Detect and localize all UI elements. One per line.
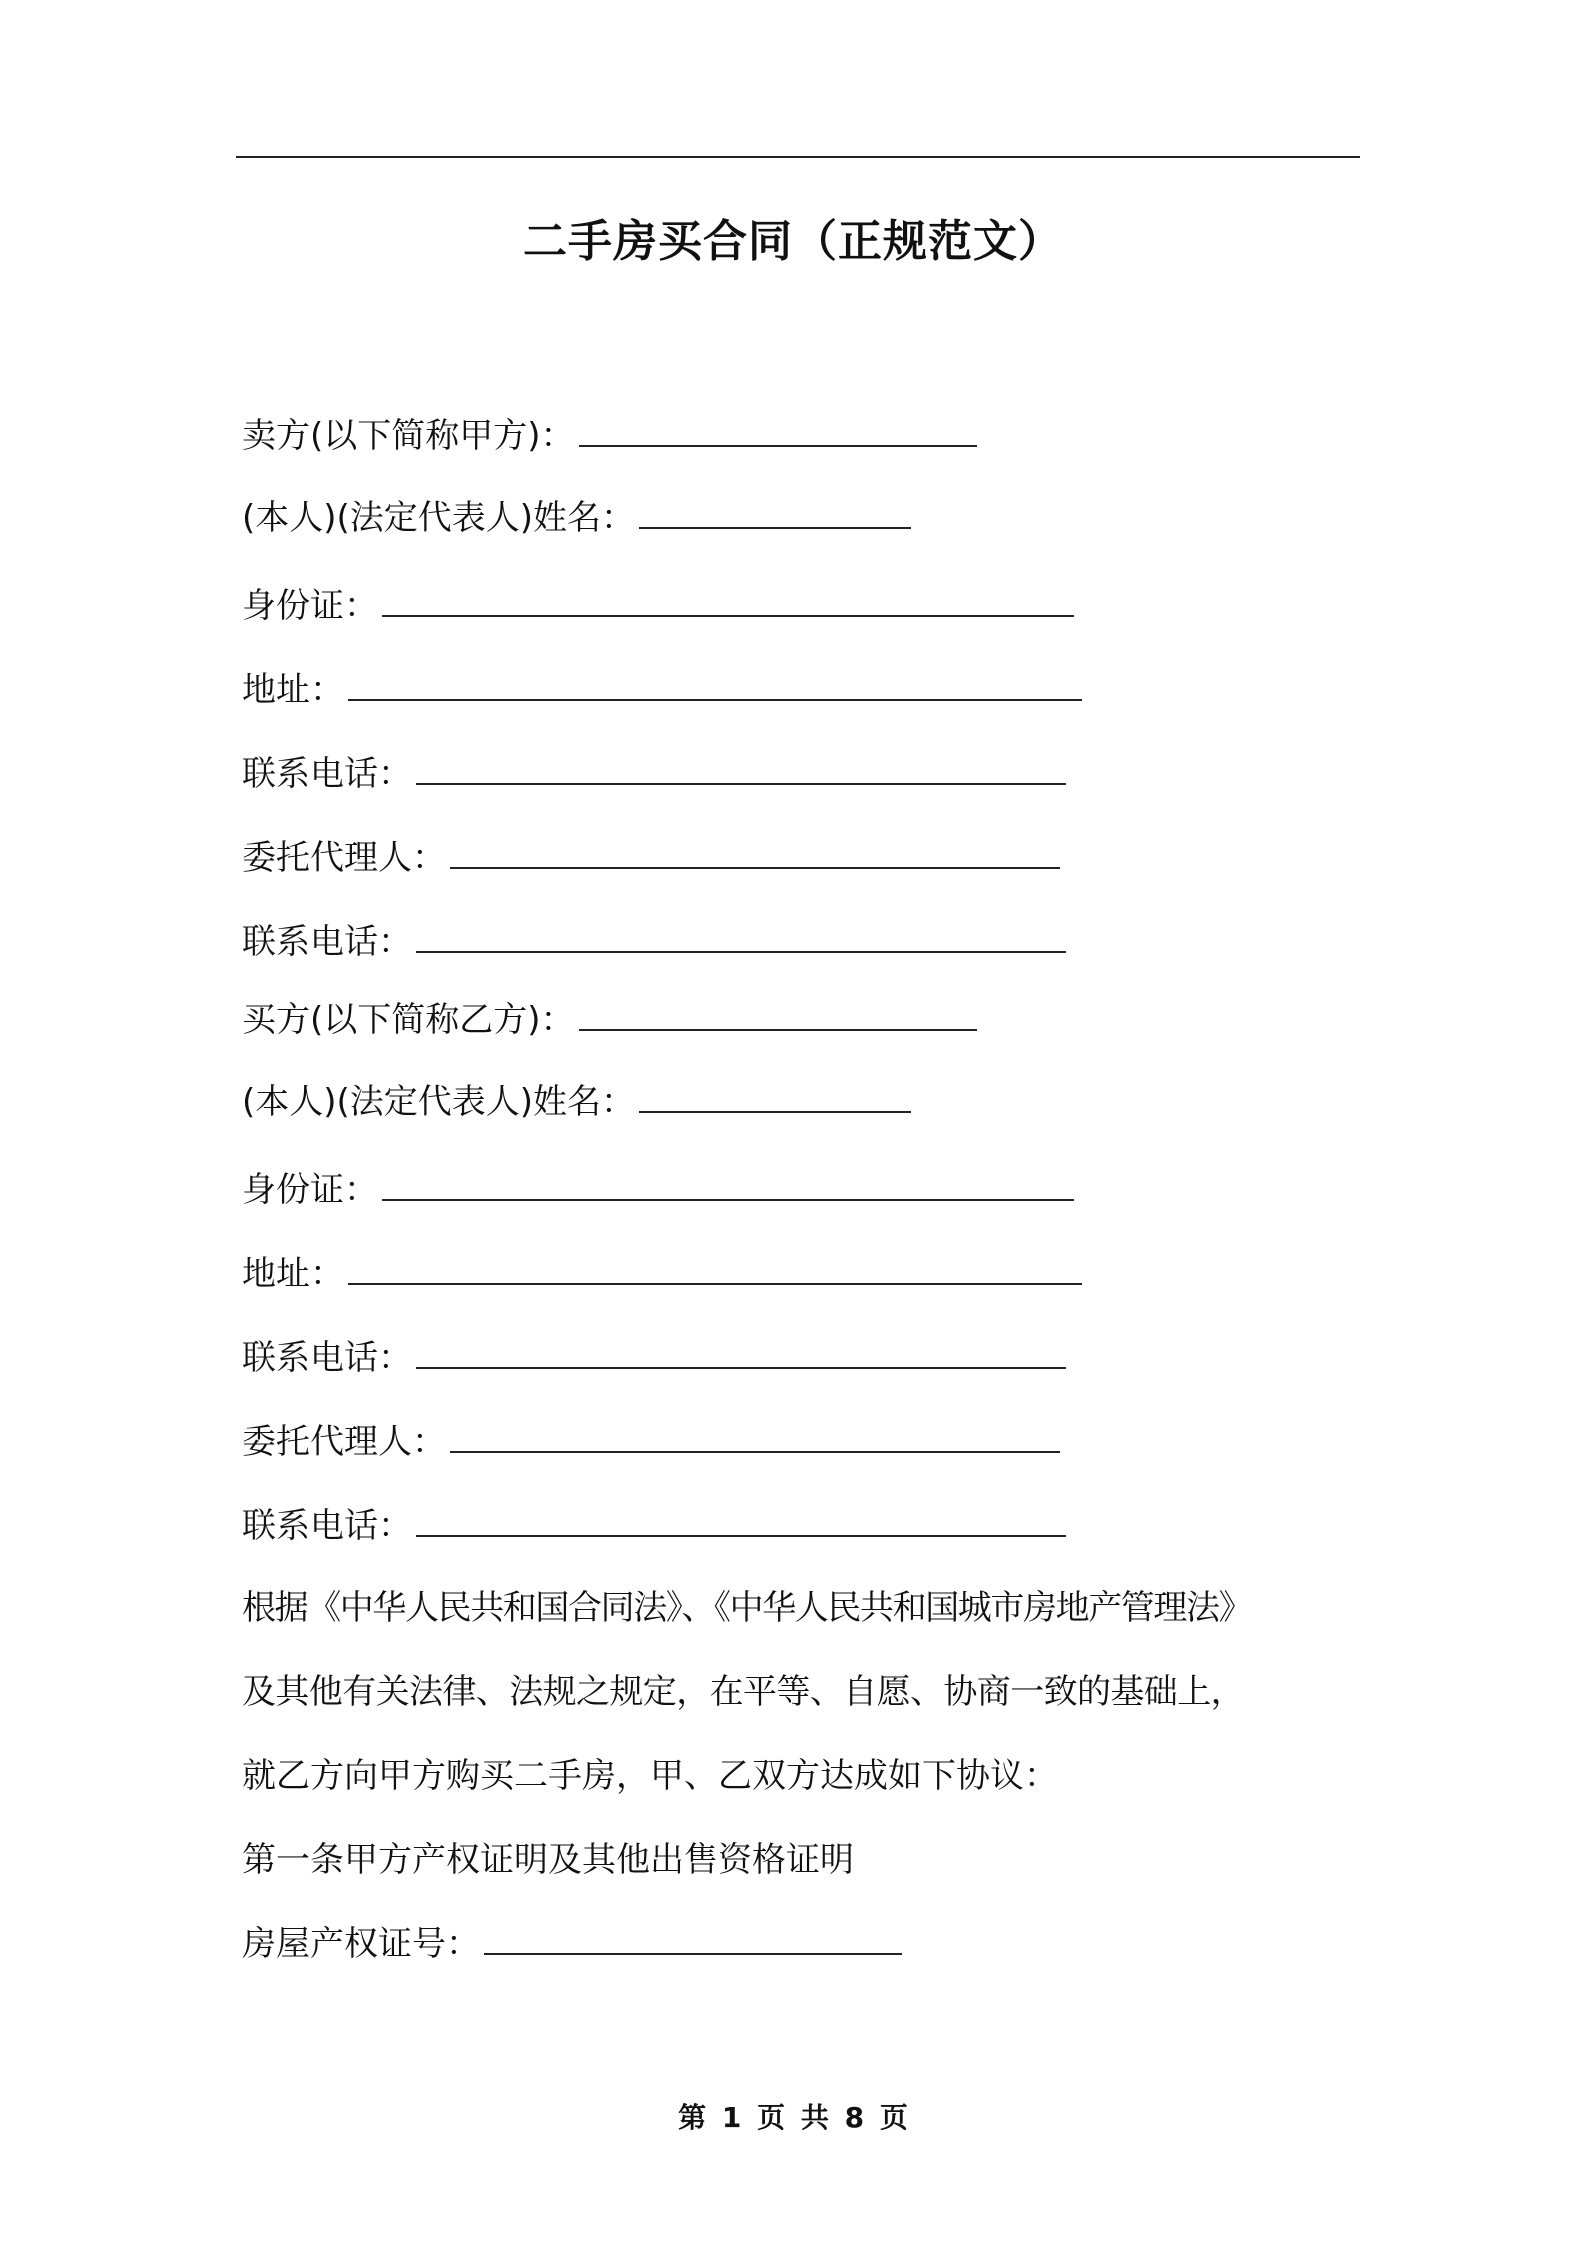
seller-agent-phone-label: 联系电话： [242,922,412,962]
article-1-heading: 第一条甲方产权证明及其他出售资格证明 [242,1840,854,1880]
preamble-line-2: 及其他有关法律、法规之规定，在平等、自愿、协商一致的基础上， [242,1672,1244,1712]
buyer-address-line [242,1250,1082,1298]
buyer-id-blank[interactable] [382,1169,1074,1201]
seller-address-blank[interactable] [348,669,1082,701]
buyer-id-label: 身份证： [242,1170,378,1210]
seller-agent-phone-blank[interactable] [416,921,1066,953]
buyer-agent-phone-line [242,1502,1066,1550]
buyer-line [242,996,977,1044]
page-number: 第 1 页 共 8 页 [678,2101,908,2134]
cert-no-label: 房屋产权证号： [242,1924,480,1964]
buyer-address-label: 地址： [242,1254,344,1294]
buyer-blank[interactable] [579,999,977,1031]
buyer-name-line [242,1078,911,1126]
buyer-address-blank[interactable] [348,1253,1082,1285]
buyer-phone-line [242,1334,1066,1382]
seller-id-label: 身份证： [242,586,378,626]
buyer-agent-phone-blank[interactable] [416,1505,1066,1537]
buyer-phone-blank[interactable] [416,1337,1066,1369]
seller-agent-label: 委托代理人： [242,838,446,878]
preamble-line-3: 就乙方向甲方购买二手房，甲、乙双方达成如下协议： [242,1756,1058,1796]
seller-agent-line [242,834,1060,882]
buyer-agent-label: 委托代理人： [242,1422,446,1462]
seller-address-label: 地址： [242,670,344,710]
seller-phone-label: 联系电话： [242,754,412,794]
buyer-agent-line [242,1418,1060,1466]
buyer-phone-label: 联系电话： [242,1338,412,1378]
seller-phone-blank[interactable] [416,753,1066,785]
buyer-agent-blank[interactable] [450,1421,1060,1453]
seller-agent-phone-line [242,918,1066,966]
seller-name-blank[interactable] [639,497,911,529]
seller-agent-blank[interactable] [450,837,1060,869]
seller-blank[interactable] [579,415,977,447]
seller-line [242,412,977,460]
seller-phone-line [242,750,1066,798]
preamble-line-1: 根据《中华人民共和国合同法》、《中华人民共和国城市房地产管理法》 [242,1588,1252,1628]
seller-id-blank[interactable] [382,585,1074,617]
buyer-agent-phone-label: 联系电话： [242,1506,412,1546]
cert-no-line [242,1920,902,1968]
seller-name-line [242,494,911,542]
buyer-name-blank[interactable] [639,1081,911,1113]
header-rule [236,156,1360,158]
cert-no-blank[interactable] [484,1923,902,1955]
document-title: 二手房买合同（正规范文） [523,216,1063,267]
seller-name-label: (本人)(法定代表人)姓名： [242,498,636,538]
seller-label: 卖方(以下简称甲方)： [242,416,575,456]
buyer-id-line [242,1166,1074,1214]
buyer-name-label: (本人)(法定代表人)姓名： [242,1082,636,1122]
seller-id-line [242,582,1074,630]
buyer-label: 买方(以下简称乙方)： [242,1000,575,1040]
seller-address-line [242,666,1082,714]
